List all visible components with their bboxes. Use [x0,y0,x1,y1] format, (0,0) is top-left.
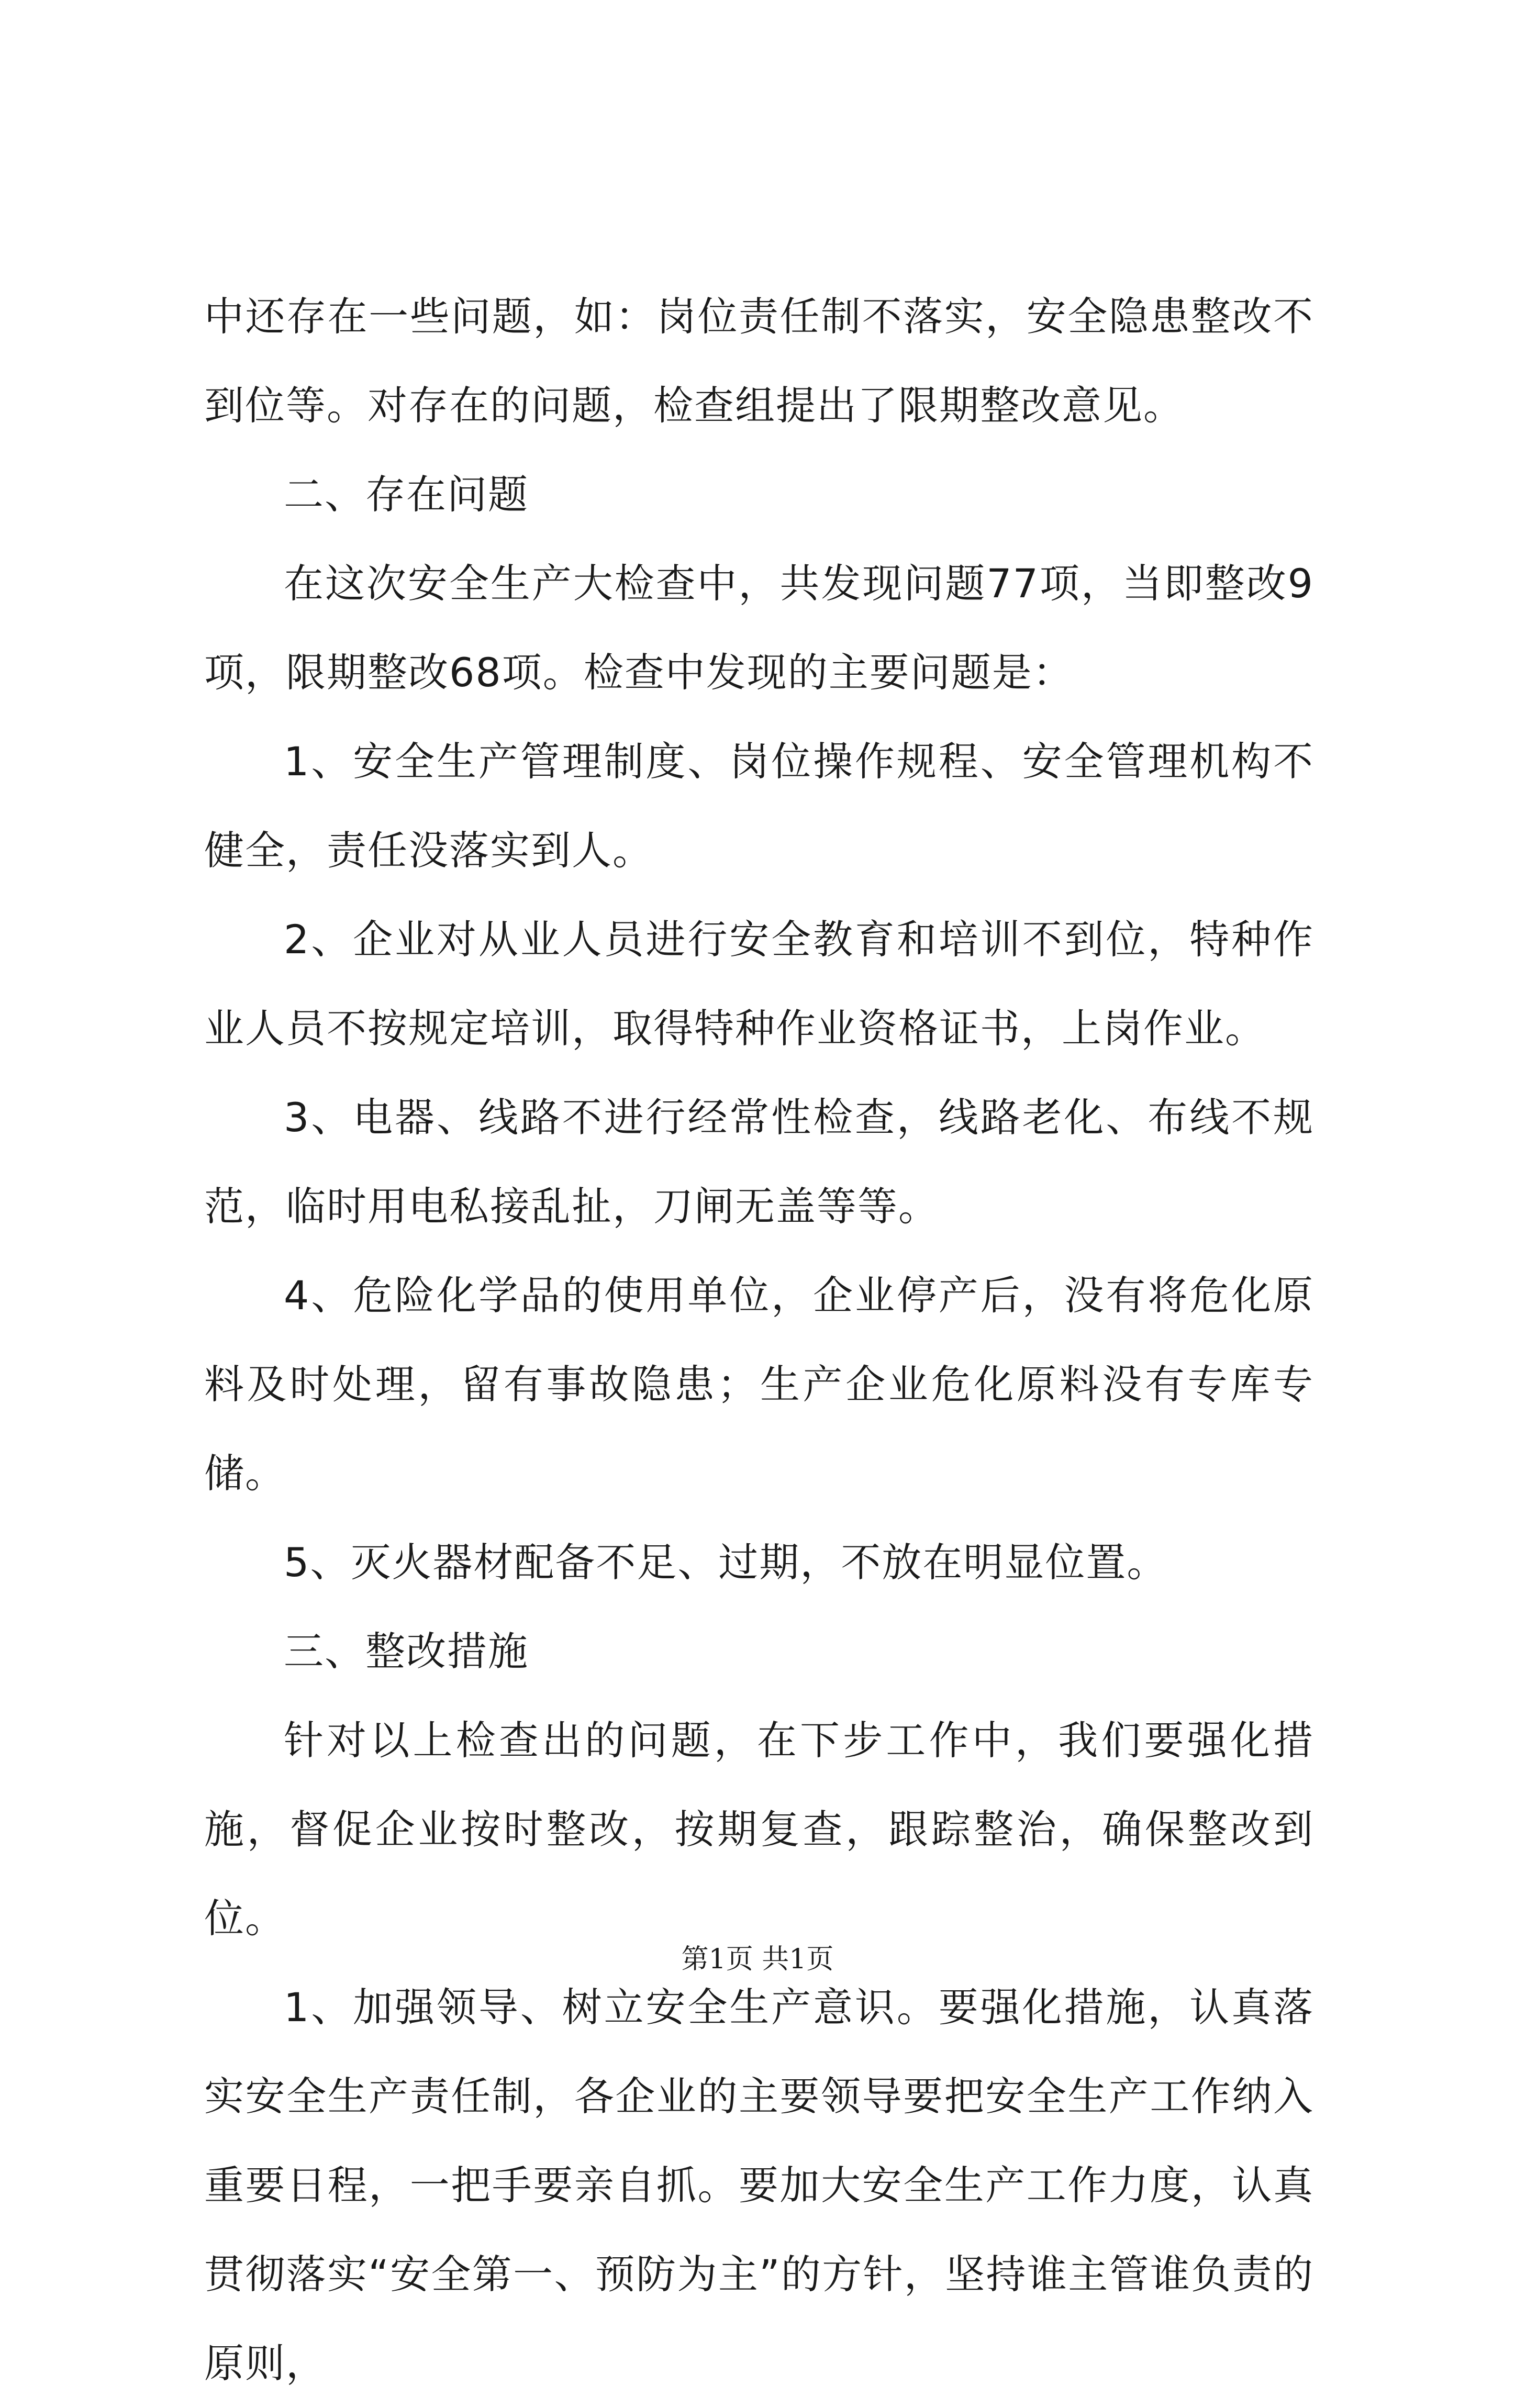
section-heading-measures: 三、整改措施 [284,1628,529,1675]
list-item-problem-1: 1、安全生产管理制度、岗位操作规程、安全管理机构不健全，责任没落实到人。 [204,738,1314,874]
page-footer: 第1页 共1页 [681,1944,834,1975]
list-item-problem-2: 2、企业对从业人员进行安全教育和培训不到位，特种作业人员不按规定培训，取得特种作业资格证书，上岗作业。 [204,916,1314,1052]
list-item-measure-1: 1、加强领导、树立安全生产意识。要强化措施，认真落实安全生产责任制，各企业的主要领导要把安全生产工作纳入重要日程，一把手要亲自抓。要加大安全生产工作力度，认真贯彻落实“安全第一、预防为主”的方针，坚持谁主管谁负责的原则， [204,1984,1314,2387]
list-item-problem-5: 5、灭火器材配备不足、过期，不放在明显位置。 [284,1539,1168,1586]
paragraph-measures-summary: 针对以上检查出的问题，在下步工作中，我们要强化措施，督促企业按时整改，按期复查，跟踪整治，确保整改到位。 [204,1717,1314,1942]
paragraph-problem-summary: 在这次安全生产大检查中，共发现问题77项，当即整改9项，限期整改68项。检查中发现的主要问题是： [204,560,1314,696]
paragraph-continuation: 中还存在一些问题，如：岗位责任制不落实，安全隐患整改不到位等。对存在的问题，检查组提出了限期整改意见。 [204,293,1314,429]
list-item-problem-4: 4、危险化学品的使用单位，企业停产后，没有将危化原料及时处理，留有事故隐患；生产企业危化原料没有专库专储。 [204,1272,1314,1497]
section-heading-problems: 二、存在问题 [284,471,529,518]
document-body [204,272,1314,2408]
list-item-problem-3: 3、电器、线路不进行经常性检查，线路老化、布线不规范，临时用电私接乱扯，刀闸无盖等等。 [204,1094,1314,1230]
